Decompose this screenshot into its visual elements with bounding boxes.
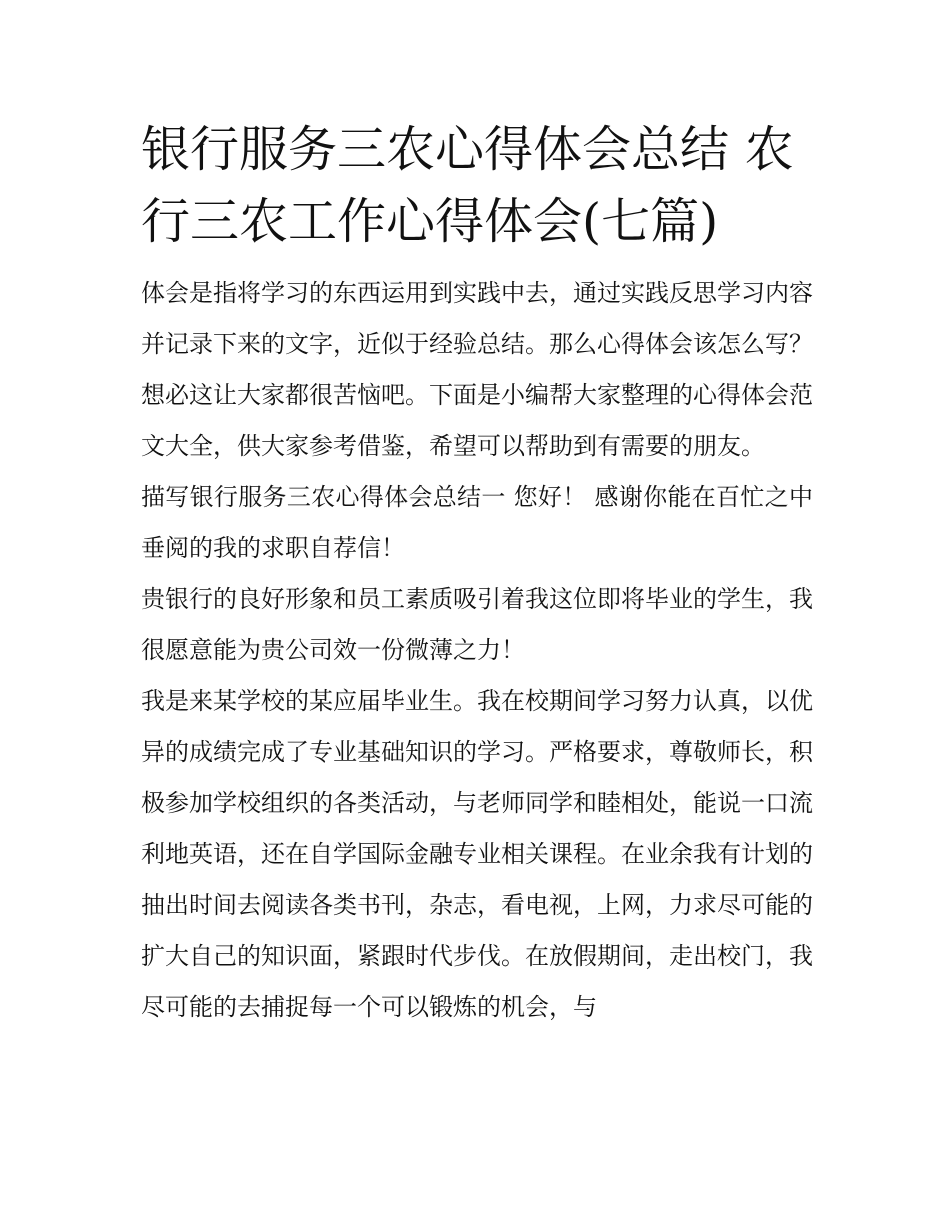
paragraph-intro: 体会是指将学习的东西运用到实践中去，通过实践反思学习内容并记录下来的文字，近似于经验总结。那么心得体会该怎么写？想必这让大家都很苦恼吧。下面是小编帮大家整理的心得体会范文大全，供大家参考借鉴，希望可以帮助到有需要的朋友。 (141, 279, 813, 460)
paragraph-greeting: 描写银行服务三农心得体会总结一 您好！ 感谢你能在百忙之中垂阅的我的求职自荐信！ (141, 483, 813, 562)
paragraph-self-introduction: 我是来某学校的某应届毕业生。我在校期间学习努力认真，以优异的成绩完成了专业基础知识的学习。严格要求，尊敬师长，积极参加学校组织的各类活动，与老师同学和睦相处，能说一口流利地英语，还在自学国际金融专业相关课程。在业余我有计划的抽出时间去阅读各类书刊，杂志，看电视，上网，力求尽可能的扩大自己的知识面，紧跟时代步伐。在放假期间，走出校门，我尽可能的去捕捉每一个可以锻炼的机会，与 (141, 687, 813, 1021)
document-content (141, 114, 813, 1033)
document-title: 银行服务三农心得体会总结 农行三农工作心得体会(七篇) (141, 121, 794, 250)
paragraph-bank-image: 贵银行的良好形象和员工素质吸引着我这位即将毕业的学生，我很愿意能为贵公司效一份微薄之力！ (141, 585, 813, 664)
